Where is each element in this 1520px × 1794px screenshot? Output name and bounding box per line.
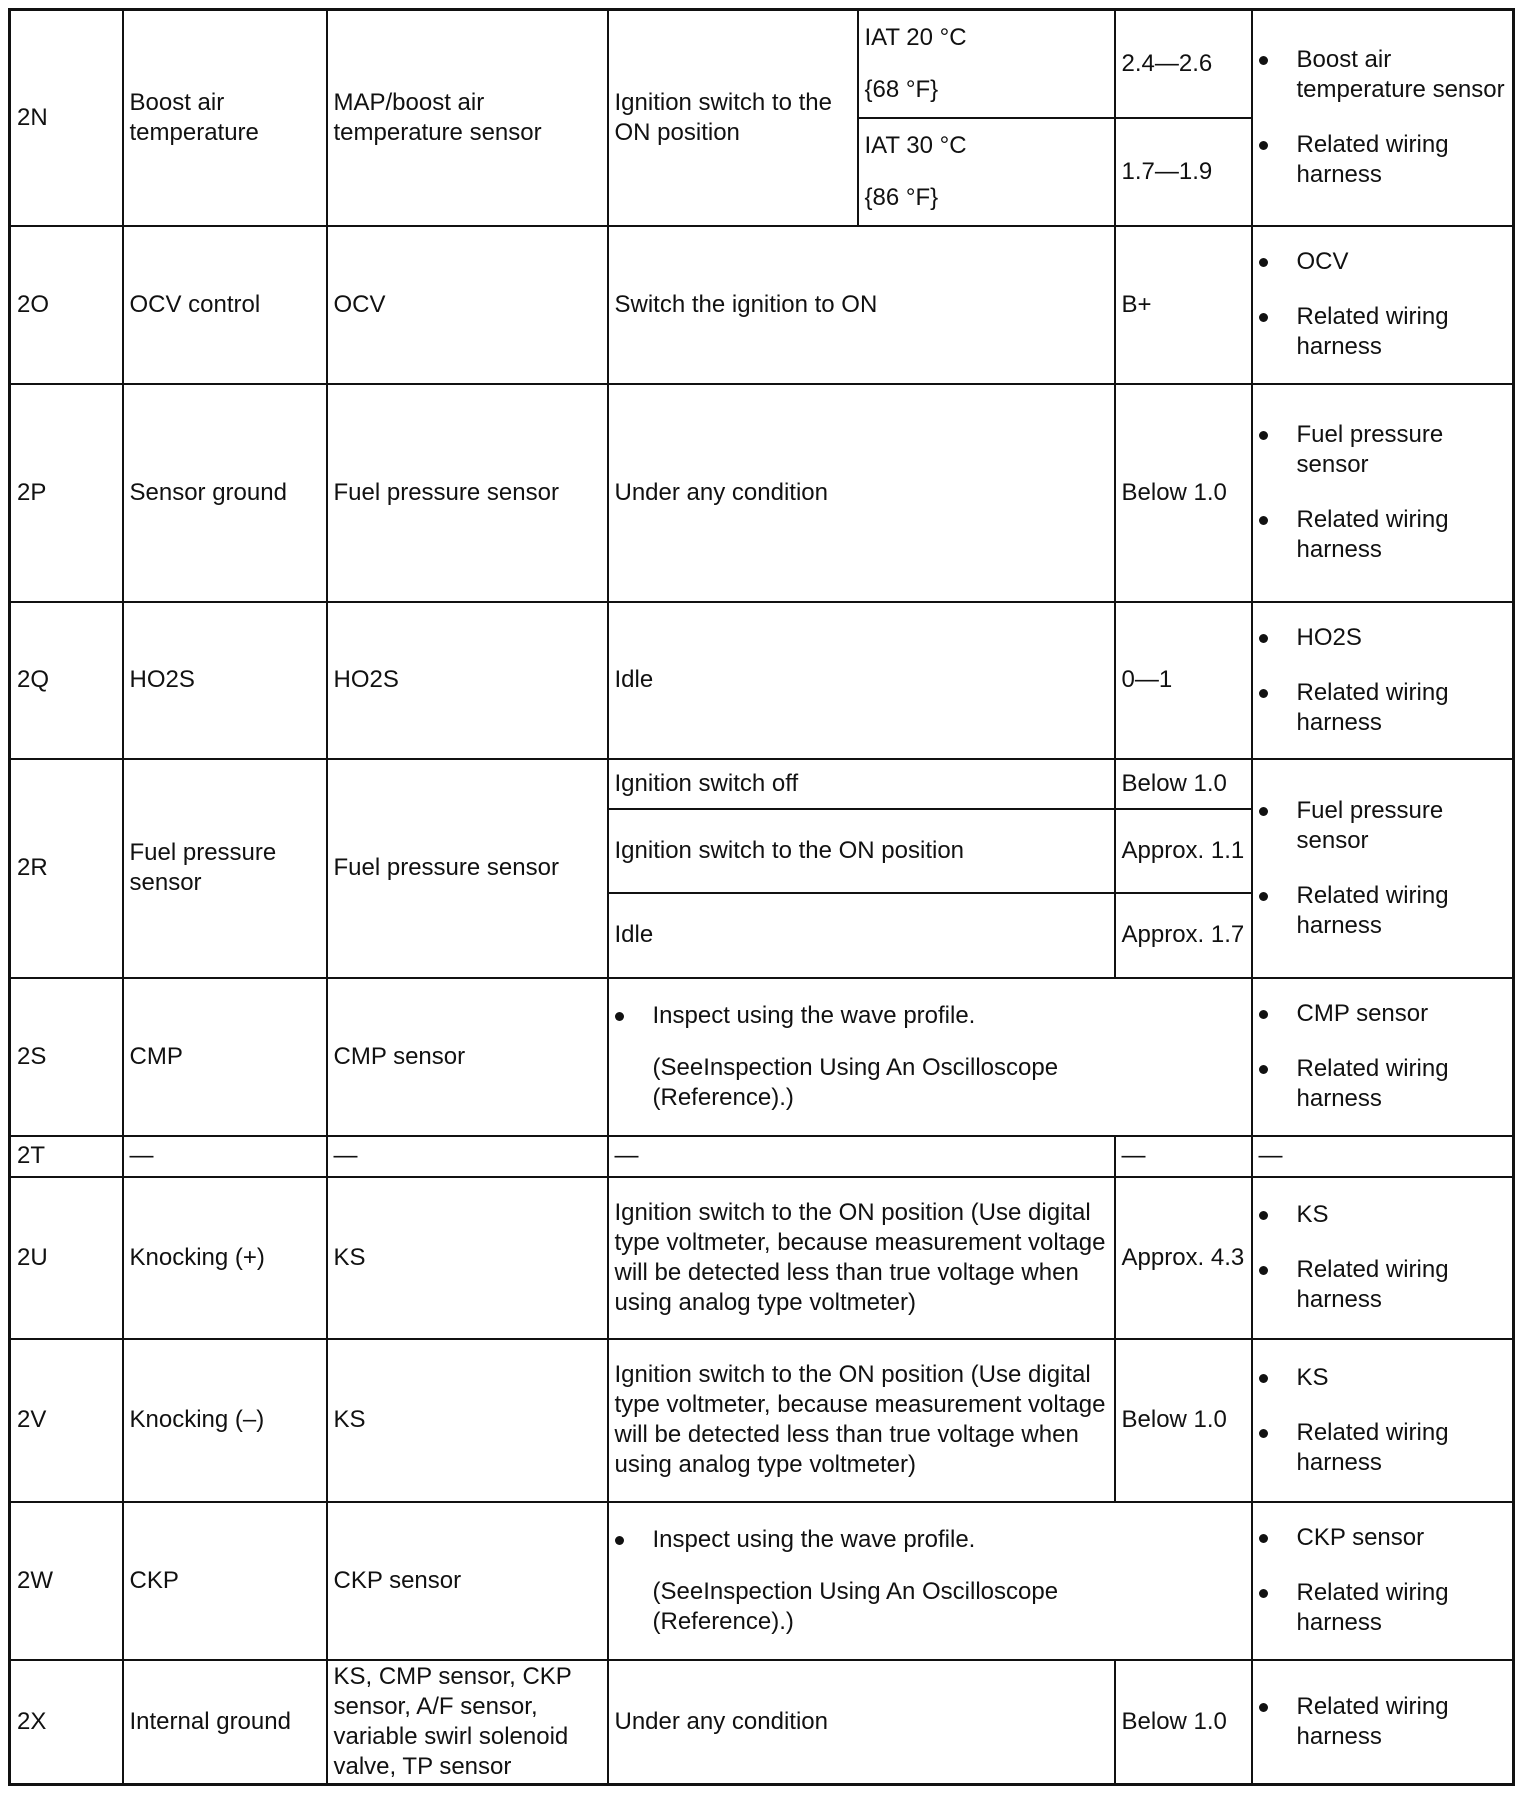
bullet-icon (615, 1012, 624, 1021)
action-item (1259, 247, 1507, 277)
action-text: KS (1296, 1363, 1329, 1391)
action-item (1259, 623, 1507, 653)
action-item (1259, 1054, 1507, 1114)
bullet-icon (1259, 1374, 1268, 1383)
bullet-icon (1259, 431, 1268, 440)
action-cell (1252, 1339, 1514, 1502)
table-row-2t (10, 1136, 1514, 1177)
bullet-icon (1259, 56, 1268, 65)
action-item (1259, 796, 1507, 856)
bullet-icon (1259, 689, 1268, 698)
table-row-2n (10, 10, 1514, 118)
bullet-icon (1259, 1589, 1268, 1598)
voltage-cell: B+ (1115, 226, 1252, 384)
bullet-icon (1259, 1211, 1268, 1220)
bullet-icon (1259, 892, 1268, 901)
condition-cell: — (608, 1136, 1115, 1177)
reference-note: (SeeInspection Using An Oscilloscope (Reference).) (652, 1053, 1059, 1111)
terminal-cell: 2Q (10, 602, 123, 759)
terminal-cell: 2P (10, 384, 123, 602)
action-text: HO2S (1296, 623, 1362, 651)
action-text: Related wiring harness (1296, 678, 1449, 736)
terminal-cell: 2S (10, 978, 123, 1136)
connected-to-cell: Fuel pressure sensor (327, 384, 608, 602)
terminal-cell: 2O (10, 226, 123, 384)
inspection-cell (608, 1502, 1252, 1660)
action-item (1259, 1523, 1507, 1553)
signal-cell: Sensor ground (123, 384, 327, 602)
connected-to-cell: Fuel pressure sensor (327, 759, 608, 978)
condition-cell: Ignition switch to the ON position (608, 10, 858, 226)
terminal-voltage-table (8, 8, 1515, 1786)
action-item (1259, 999, 1507, 1029)
voltage-cell: 1.7—1.9 (1115, 118, 1252, 226)
connected-to-cell: CKP sensor (327, 1502, 608, 1660)
signal-cell: HO2S (123, 602, 327, 759)
voltage-cell: Below 1.0 (1115, 759, 1252, 809)
action-item (1259, 1578, 1507, 1638)
action-cell (1252, 1660, 1514, 1785)
condition-cell: Idle (608, 602, 1115, 759)
action-text: Fuel pressure sensor (1296, 796, 1444, 854)
table-row-2r (10, 759, 1514, 809)
action-item (1259, 1692, 1507, 1752)
condition-cell: Ignition switch off (608, 759, 1115, 809)
table-row-2w (10, 1502, 1514, 1660)
action-text: Related wiring harness (1296, 1692, 1449, 1750)
voltage-cell: 2.4—2.6 (1115, 10, 1252, 118)
condition-cell: Ignition switch to the ON position (Use digital type voltmeter, because measurement voltage will be detected less than true voltage when using analog type voltmeter) (608, 1339, 1115, 1502)
action-cell (1252, 226, 1514, 384)
action-text: Related wiring harness (1296, 881, 1449, 939)
signal-cell: — (123, 1136, 327, 1177)
action-cell (1252, 1177, 1514, 1339)
bullet-icon (1259, 1429, 1268, 1438)
terminal-cell: 2W (10, 1502, 123, 1660)
connected-to-cell: HO2S (327, 602, 608, 759)
action-text: Related wiring harness (1296, 1579, 1449, 1636)
table-row-2q (10, 602, 1514, 759)
table-row-2u (10, 1177, 1514, 1339)
sub-condition-line: {68 °F} (864, 75, 939, 103)
action-item (1259, 505, 1507, 565)
action-item (1259, 1200, 1507, 1230)
voltage-cell: — (1115, 1136, 1252, 1177)
action-cell (1252, 602, 1514, 759)
bullet-icon (1259, 141, 1268, 150)
inspection-item (615, 1001, 1245, 1031)
bullet-icon (1259, 258, 1268, 267)
table-row-2s (10, 978, 1514, 1136)
action-text: Related wiring harness (1296, 1055, 1449, 1112)
connected-to-cell: MAP/boost air temperature sensor (327, 10, 608, 226)
voltage-cell: Below 1.0 (1115, 1339, 1252, 1502)
action-text: Fuel pressure sensor (1296, 421, 1444, 478)
signal-cell: Boost air temperature (123, 10, 327, 226)
table-row-2o (10, 226, 1514, 384)
action-text: Related wiring harness (1296, 506, 1449, 563)
signal-cell: Fuel pressure sensor (123, 759, 327, 978)
terminal-cell: 2X (10, 1660, 123, 1785)
action-text: OCV (1296, 248, 1349, 275)
connected-to-cell: CMP sensor (327, 978, 608, 1136)
bullet-icon (1259, 516, 1268, 525)
action-text: Related wiring harness (1296, 131, 1449, 189)
sub-condition-line: IAT 30 °C (864, 131, 967, 159)
action-item (1259, 420, 1507, 480)
condition-cell: Switch the ignition to ON (608, 226, 1115, 384)
sub-condition-line: {86 °F} (864, 183, 939, 211)
action-item (1259, 881, 1507, 941)
table-row-2v (10, 1339, 1514, 1502)
voltage-cell: Below 1.0 (1115, 384, 1252, 602)
terminal-cell: 2R (10, 759, 123, 978)
reference-note: (SeeInspection Using An Oscilloscope (Reference).) (652, 1577, 1059, 1635)
connected-to-cell: OCV (327, 226, 608, 384)
table-row-2p (10, 384, 1514, 602)
voltage-cell: Approx. 1.1 (1115, 809, 1252, 893)
connected-to-cell: KS (327, 1339, 608, 1502)
condition-cell: Under any condition (608, 384, 1115, 602)
sub-condition-line: IAT 20 °C (864, 23, 967, 51)
voltage-cell: 0—1 (1115, 602, 1252, 759)
bullet-icon (1259, 807, 1268, 816)
inspection-cell (608, 978, 1252, 1136)
table-row-2x (10, 1660, 1514, 1785)
sub-condition-cell (858, 10, 1115, 118)
voltage-cell: Approx. 1.7 (1115, 893, 1252, 978)
action-text: Related wiring harness (1296, 1418, 1449, 1476)
bullet-icon (1259, 1703, 1268, 1712)
inspection-item (615, 1525, 1245, 1555)
inspection-text: Inspect using the wave profile. (652, 1001, 976, 1029)
action-text: Boost air temperature sensor (1296, 46, 1505, 104)
inspection-text: Inspect using the wave profile. (652, 1525, 976, 1553)
action-text: KS (1296, 1201, 1329, 1228)
signal-cell: CKP (123, 1502, 327, 1660)
signal-cell: CMP (123, 978, 327, 1136)
condition-cell: Ignition switch to the ON position (Use digital type voltmeter, because measurement voltage will be detected less than true voltage when using analog type voltmeter) (608, 1177, 1115, 1339)
connected-to-cell: — (327, 1136, 608, 1177)
action-item (1259, 678, 1507, 738)
action-item (1259, 1418, 1507, 1478)
signal-cell: Knocking (+) (123, 1177, 327, 1339)
voltage-cell: Below 1.0 (1115, 1660, 1252, 1785)
condition-cell: Under any condition (608, 1660, 1115, 1785)
action-text: Related wiring harness (1296, 303, 1449, 360)
action-item (1259, 1255, 1507, 1315)
bullet-icon (1259, 313, 1268, 322)
connected-to-cell: KS (327, 1177, 608, 1339)
signal-cell: OCV control (123, 226, 327, 384)
condition-cell: Idle (608, 893, 1115, 978)
action-item (1259, 1363, 1507, 1393)
action-text: CKP sensor (1296, 1524, 1425, 1551)
action-text: CMP sensor (1296, 1000, 1429, 1027)
action-item (1259, 130, 1507, 190)
bullet-icon (1259, 1010, 1268, 1019)
action-cell (1252, 978, 1514, 1136)
connected-to-cell: KS, CMP sensor, CKP sensor, A/F sensor, variable swirl solenoid valve, TP sensor (327, 1660, 608, 1785)
voltage-cell: Approx. 4.3 (1115, 1177, 1252, 1339)
action-cell (1252, 759, 1514, 978)
bullet-icon (1259, 1266, 1268, 1275)
action-item (1259, 302, 1507, 362)
signal-cell: Knocking (–) (123, 1339, 327, 1502)
terminal-cell: 2T (10, 1136, 123, 1177)
action-cell: — (1252, 1136, 1514, 1177)
sub-condition-cell (858, 118, 1115, 226)
terminal-cell: 2U (10, 1177, 123, 1339)
terminal-cell: 2N (10, 10, 123, 226)
action-cell (1252, 384, 1514, 602)
bullet-icon (1259, 1065, 1268, 1074)
bullet-icon (1259, 634, 1268, 643)
condition-cell: Ignition switch to the ON position (608, 809, 1115, 893)
bullet-icon (1259, 1534, 1268, 1543)
action-item (1259, 45, 1507, 105)
action-cell (1252, 10, 1514, 226)
signal-cell: Internal ground (123, 1660, 327, 1785)
bullet-icon (615, 1536, 624, 1545)
action-cell (1252, 1502, 1514, 1660)
terminal-cell: 2V (10, 1339, 123, 1502)
action-text: Related wiring harness (1296, 1256, 1449, 1313)
